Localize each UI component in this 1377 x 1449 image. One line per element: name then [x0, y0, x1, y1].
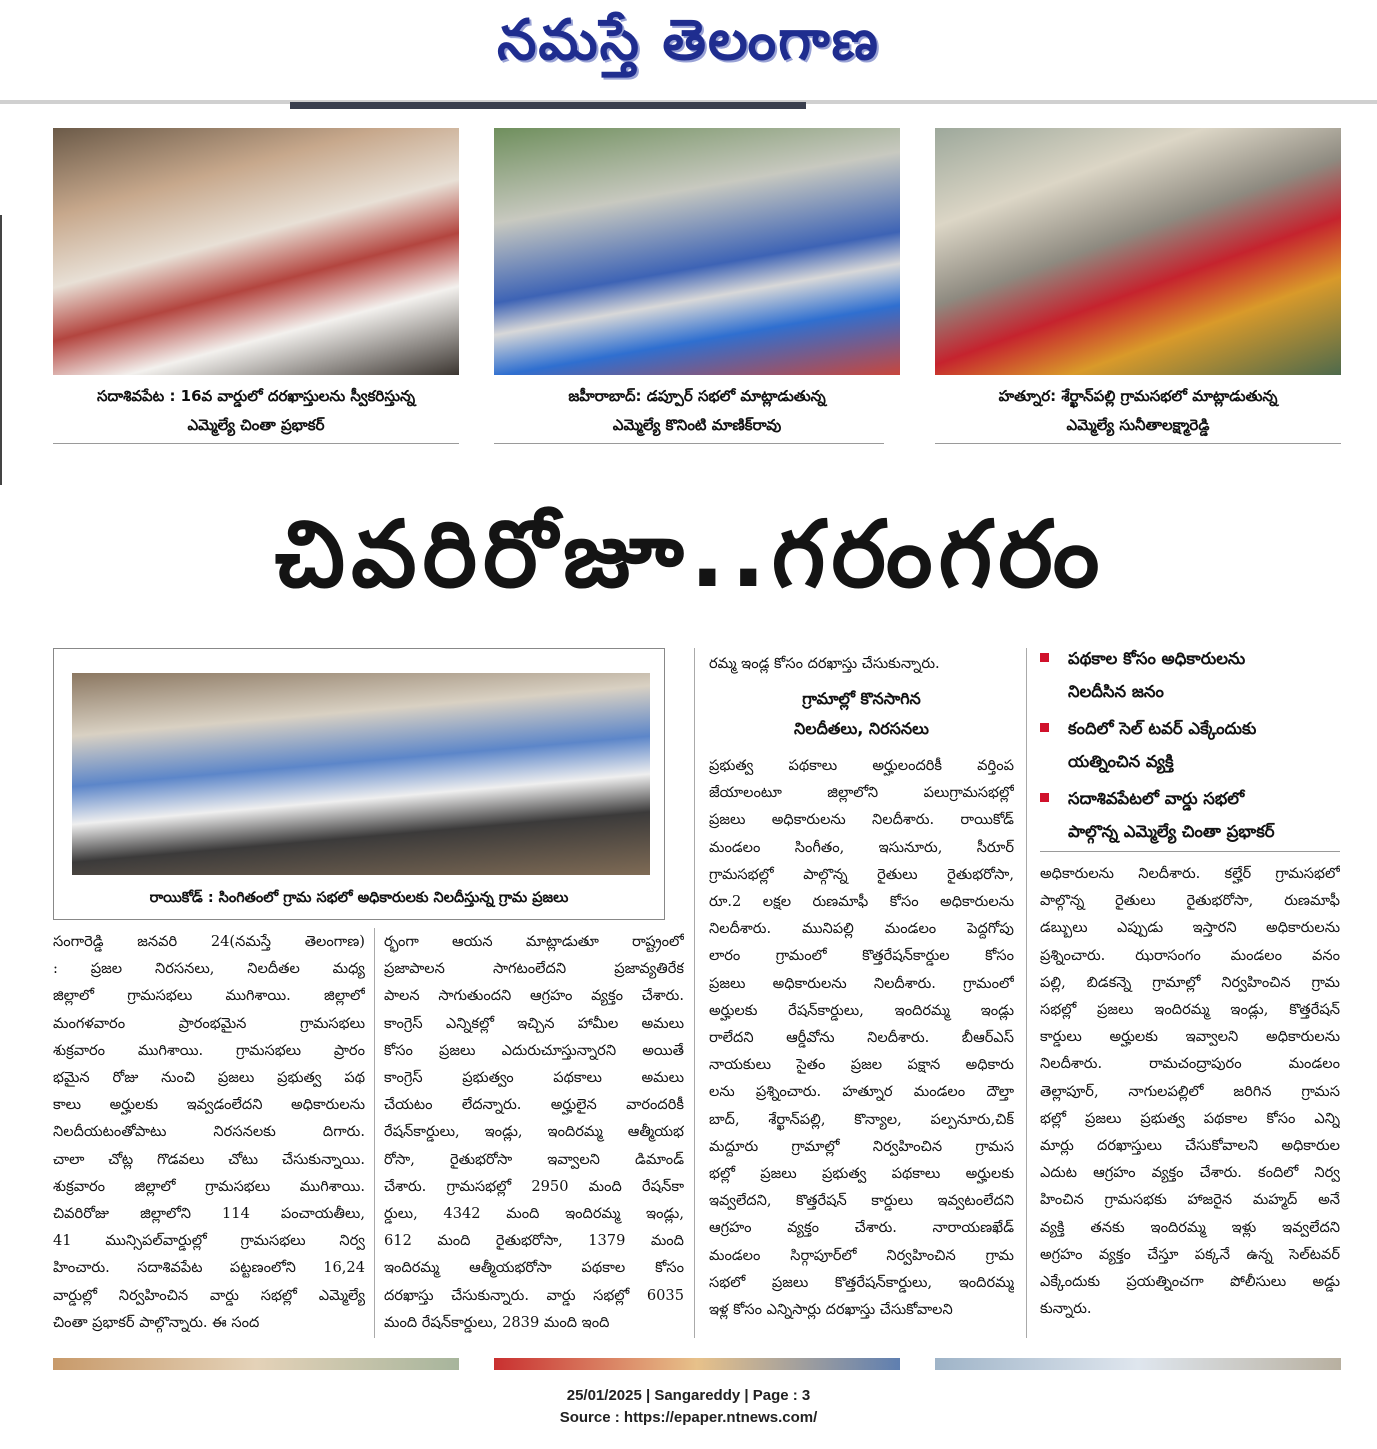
article-subhead [709, 684, 1014, 744]
text-line: మార్లు దరఖాస్తులు చేసుకోవాలని అధికారుల [1040, 1137, 1340, 1155]
subhead-line: నిలదీతలు, నిరసనలు [794, 719, 929, 738]
text-line: లను ప్రశ్నించారు. హత్నూర మండలం దౌల్తా [709, 1083, 1014, 1101]
bullet-square-icon [1040, 793, 1049, 802]
masthead [0, 0, 1377, 100]
text-line: రూ.2 లక్షల రుణమాఫీ కోసం అధికారులను [709, 893, 1014, 911]
text-line: బాద్, శేర్ఖాన్‌పల్లి, కొన్యాల, పల్పనూరు,చిక్ [709, 1110, 1014, 1128]
caption-line: ఎమ్మెల్యే కొనింటి మాణిక్‌రావు [612, 416, 782, 434]
text-line: జేయాలంటూ జిల్లాలోని పలుగ్రామసభల్లో [709, 784, 1014, 802]
source-link[interactable]: Source : https://epaper.ntnews.com/ [559, 1409, 818, 1426]
text-line: సంగారెడ్డి జనవరి 24(నమస్తే తెలంగాణ) [53, 933, 365, 950]
text-line: చివరిరోజు జిల్లాలోని 114 పంచాయతీలు, [53, 1205, 365, 1223]
text-line: డబ్బులు ఎప్పుడు ఇస్తారని అధికారులను [1040, 919, 1340, 937]
highlight-line: పథకాల కోసం అధికారులను [1068, 649, 1246, 668]
text-line: 41 మున్సిపల్‌వార్డుల్లో గ్రామసభలు నిర్వ [53, 1232, 365, 1250]
text-line: వ్యక్తి తనకు ఇందిరమ్మ ఇళ్లు ఇవ్వలేదని [1040, 1218, 1340, 1236]
text-line: పాల్గొన్న రైతులు రైతుభరోసా, రుణమాఫీ [1040, 892, 1340, 910]
newspaper-title: నమస్తే తెలంగాణ [497, 8, 880, 73]
caption-line: హత్నూర: శేర్ఖాన్‌పల్లి గ్రామసభలో మాట్లాడుతున్న [998, 387, 1278, 405]
subhead-line: గ్రామాల్లో కొనసాగిన [802, 689, 921, 708]
highlight-item [1040, 782, 1340, 848]
caption-line: సదాశివపేట : 16వ వార్డులో దరఖాస్తులను స్వీకరిస్తున్న [96, 387, 416, 405]
text-line: : ప్రజల నిరసనలు, నిలదీతల మధ్య [53, 960, 365, 978]
text-line: వార్డుల్లో నిర్వహించిన వార్డు సభల్లో ఎమ్మెల్యే [53, 1286, 365, 1304]
text-line: ఎక్కేందుకు ప్రయత్నించగా పోలీసులు అడ్డు [1040, 1273, 1340, 1291]
text-line: ప్రశ్నించారు. ఝరాసంగం మండలం వనం [1040, 946, 1340, 964]
text-line: చేయటం లేదన్నారు. అర్హులైన వారందరికీ [384, 1096, 684, 1114]
text-line: ఇవ్వలేదని, కొత్తరేషన్ కార్డులు ఇవ్వటంలేదని [709, 1192, 1014, 1210]
left-edge-line [0, 215, 2, 485]
text-line: నిలదీయటంతోపాటు నిరసనలకు దిగారు. [53, 1123, 365, 1141]
text-line: నిలదీశారు. మునిపల్లి మండలం పెద్దగోపు [709, 920, 1014, 938]
text-line: చేశారు. గ్రామసభల్లో 2950 మంది రేషన్‌కా [384, 1177, 684, 1195]
text-line: ఇందిరమ్మ ఆత్మీయభరోసా పథకాల కోసం [384, 1259, 684, 1277]
text-line: రాలేదని ఆర్డీవోను నిలదీశారు. బీఆర్‌ఎస్ [709, 1029, 1014, 1047]
text-line: నిలదీశారు. రామచంద్రాపురం మండలం [1040, 1055, 1340, 1073]
text-line: ప్రభుత్వ పథకాలు అర్హులందరికీ వర్తింప [709, 757, 1014, 774]
headline: చివరిరోజూ..గరంగరం [274, 501, 1106, 608]
main-photo-caption: రాయికోడ్ : సింగితంలో గ్రామ సభలో అధికారులకు నిలదీస్తున్న గ్రామ ప్రజలు [149, 890, 569, 906]
photo-caption-1 [53, 382, 459, 440]
photo-caption-2 [494, 382, 900, 440]
text-line: కాంగ్రెస్ ప్రభుత్వం పథకాలు అమలు [384, 1069, 684, 1087]
highlight-line: యత్నించిన వ్యక్తి [1068, 752, 1174, 771]
text-line: ర్డులు, 4342 మంది ఇందిరమ్మ ఇండ్లు, [384, 1205, 684, 1223]
text-line: రోసా, రైతుభరోసా ఇవ్వాలని డిమాండ్ [384, 1150, 684, 1168]
text-line: అగ్రహం వ్యక్తం చేస్తూ పక్కనే ఉన్న సెల్‌టవర్ [1040, 1245, 1340, 1263]
highlight-line: నిలదీసిన జనం [1068, 682, 1164, 701]
text-line: చాలా చోట్ల గొడవలు చోటు చేసుకున్నాయి. [53, 1150, 365, 1168]
text-line: మండలం సింగీతం, ఇసునూరు, సీరూర్ [709, 838, 1014, 856]
text-line: ప్రజలు అధికారులను నిలదీశారు. గ్రామంలో [709, 974, 1014, 992]
caption-line: ఎమ్మెల్యే చింతా ప్రభాకర్ [187, 416, 325, 434]
article-column-3-top [709, 650, 1014, 677]
text-line: రమ్మ ఇండ్ల కోసం దరఖాస్తు చేసుకున్నారు. [709, 655, 940, 672]
text-line: అధికారులను నిలదీశారు. కల్హేర్ గ్రామసభలో [1040, 865, 1340, 882]
text-line: కోసం ప్రజలు ఎదురుచూస్తున్నారని అయితే [384, 1041, 684, 1059]
text-line: ఆగ్రహం వ్యక్తం చేశారు. నారాయణఖేడ్ [709, 1219, 1014, 1237]
text-line: ఎదుట ఆగ్రహం వ్యక్తం చేశారు. కందిలో నిర్వ [1040, 1164, 1340, 1182]
bottom-photo-strip [494, 1358, 900, 1370]
caption-rule [494, 443, 884, 444]
text-line: మంది రేషన్‌కార్డులు, 2839 మంది ఇంది [384, 1313, 610, 1331]
highlights-rule [1040, 851, 1340, 852]
text-line: శుక్రవారం ముగిశాయి. గ్రామసభలు ప్రారం [53, 1041, 365, 1059]
highlight-line: పాల్గొన్న ఎమ్మెల్యే చింతా ప్రభాకర్ [1068, 822, 1275, 841]
text-line: సభల్లో ప్రజలు ఇందిరమ్మ ఇండ్లు, కొత్తరేషన్ [1040, 1001, 1340, 1019]
text-line: నాయకులు సైతం ప్రజల పక్షాన అధికారు [709, 1056, 1014, 1074]
text-line: కార్డులు అర్హులకు ఇవ్వాలని అధికారులను [1040, 1028, 1340, 1046]
article-column-2 [384, 928, 684, 1336]
text-line: భమైన రోజు నుంచి ప్రజలు ప్రభుత్వ పథ [53, 1069, 365, 1087]
text-line: చింతా ప్రభాకర్ పాల్గొన్నారు. ఈ సంద [53, 1313, 260, 1331]
text-line: మద్దూరు గ్రామాల్లో నిర్వహించిన గ్రామస [709, 1137, 1014, 1155]
highlight-item [1040, 642, 1340, 708]
caption-line: ఎమ్మెల్యే సునీతాలక్ష్మారెడ్డి [1066, 416, 1210, 434]
photo-sadasivpet [53, 128, 459, 375]
text-line: రేషన్‌కార్డులు, ఇండ్లు, ఇందిరమ్మ ఆత్మీయభ [384, 1123, 684, 1141]
text-line: హించిన గ్రామసభకు హాజరైన మహ్మద్ అనే [1040, 1191, 1340, 1209]
photo-hatnoor [935, 128, 1341, 375]
page-footer [0, 1385, 1377, 1429]
text-line: ప్రజలు అధికారులను నిలదీశారు. రాయికోడ్ [709, 811, 1014, 829]
column-divider [374, 928, 375, 1338]
bottom-photo-strip [53, 1358, 459, 1370]
text-line: కున్నారు. [1040, 1300, 1092, 1318]
highlight-item [1040, 712, 1340, 778]
text-line: తెల్లాపూర్, నాగులపల్లిలో జరిగిన గ్రామస [1040, 1082, 1340, 1100]
text-line: భల్లో ప్రజలు ప్రభుత్వ పథకాల కోసం ఎన్ని [1040, 1109, 1340, 1127]
photo-zaheerabad [494, 128, 900, 375]
text-line: దరఖాస్తు చేసుకున్నారు. వార్డు సభల్లో 6035 [384, 1286, 684, 1304]
highlight-line: సదాశివపేటలో వార్డు సభలో [1068, 789, 1245, 808]
text-line: భల్లో ప్రజలు ప్రభుత్వ పథకాలు అర్హులకు [709, 1165, 1014, 1183]
text-line: జిల్లాలో గ్రామసభలు ముగిశాయి. జిల్లాలో [53, 987, 365, 1005]
masthead-accent-bar [290, 102, 806, 109]
photo-caption-3 [935, 382, 1341, 440]
text-line: కాంగ్రెస్ ఎన్నికల్లో ఇచ్చిన హామీల అమలు [384, 1014, 684, 1032]
text-line: సభలో ప్రజలు కొత్తరేషన్‌కార్డులు, ఇందిరమ్మ [709, 1273, 1014, 1291]
text-line: ర్భంగా ఆయన మాట్లాడుతూ రాష్ట్రంలో [384, 933, 684, 950]
caption-rule [935, 443, 1341, 444]
text-line: ప్రజాపాలన సాగటంలేదని ప్రజావ్యతిరేక [384, 960, 684, 978]
text-line: ఇళ్ల కోసం ఎన్నిసార్లు దరఖాస్తు చేసుకోవాలని [709, 1301, 953, 1319]
text-line: హించారు. సదాశివపేట పట్టణంలోని 16,24 [53, 1259, 365, 1277]
column-divider [694, 648, 695, 1338]
text-line: మంగళవారం ప్రారంభమైన గ్రామసభలు [53, 1014, 365, 1032]
bottom-photo-strip [935, 1358, 1341, 1370]
article-column-3 [709, 752, 1014, 1323]
caption-line: జహీరాబాద్: డప్పూర్ సభలో మాట్లాడుతున్న [568, 387, 826, 405]
article-column-4 [1040, 860, 1340, 1322]
bullet-square-icon [1040, 723, 1049, 732]
text-line: గ్రామసభల్లో పాల్గొన్న రైతులు రైతుభరోసా, [709, 865, 1014, 883]
edition-info: 25/01/2025 | Sangareddy | Page : 3 [566, 1387, 811, 1404]
bullet-square-icon [1040, 653, 1049, 662]
text-line: 612 మంది రైతుభరోసా, 1379 మంది [384, 1232, 684, 1250]
highlights-box [1040, 642, 1340, 852]
text-line: పాలన సాగుతుందని ఆగ్రహం వ్యక్తం చేశారు. [384, 987, 684, 1005]
text-line: శుక్రవారం జిల్లాలో గ్రామసభలు ముగిశాయి. [53, 1177, 365, 1195]
text-line: కాలు అర్హులకు ఇవ్వడంలేదని అధికారులను [53, 1096, 365, 1114]
article-column-1 [53, 928, 365, 1336]
photo-singitham [72, 673, 650, 875]
caption-rule [53, 443, 459, 444]
text-line: పల్లి, బిడకన్నె గ్రామాల్లో నిర్వహించిన గ్రామ [1040, 973, 1340, 991]
column-divider [1026, 648, 1027, 1338]
text-line: అర్హులకు రేషన్‌కార్డులు, ఇందిరమ్మ ఇండ్లు [709, 1001, 1014, 1019]
highlight-line: కందిలో సెల్ టవర్ ఎక్కేందుకు [1068, 719, 1257, 738]
text-line: లారం గ్రామంలో కొత్తరేషన్‌కార్డుల కోసం [709, 947, 1014, 965]
text-line: మండలం సిర్గాపూర్‌లో నిర్వహించిన గ్రామ [709, 1246, 1014, 1264]
